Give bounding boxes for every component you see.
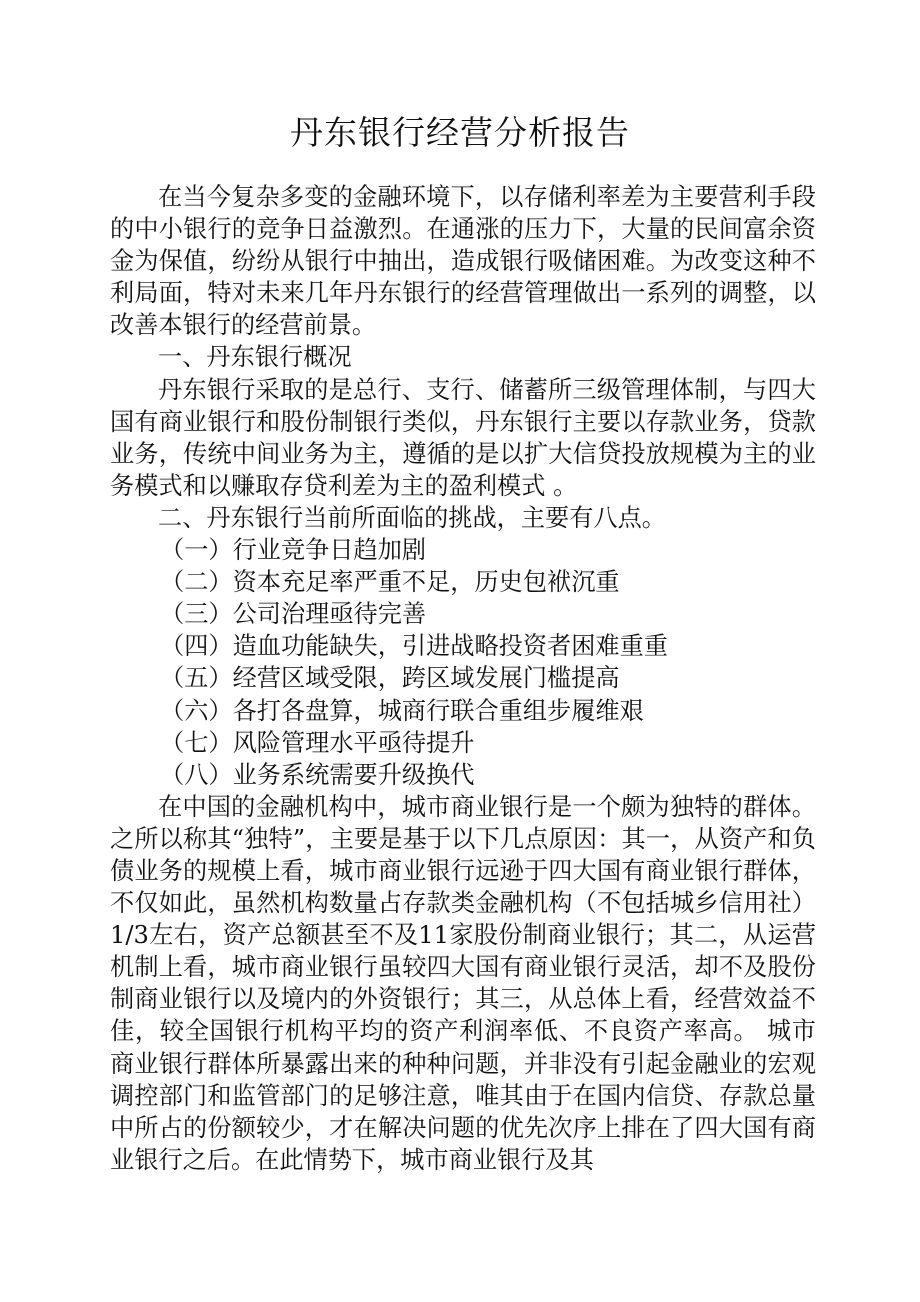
- challenge-item: （四）造血功能缺失，引进战略投资者困难重重: [160, 632, 668, 661]
- document-body: [110, 181, 816, 1176]
- challenge-item: （五）经营区域受限，跨区域发展门槛提高: [160, 664, 620, 693]
- section-2-heading: 二、丹东银行当前所面临的挑战，主要有八点。: [158, 503, 666, 532]
- section-1-heading: 一、丹东银行概况: [158, 343, 352, 372]
- closing-paragraph: 在中国的金融机构中，城市商业银行是一个颇为独特的群体。之所以称其“独特”，主要是基于以下几点原因：其一，从资产和负债业务的规模上看，城市商业银行远逊于四大国有商业银行群体，不仅如此，虽然机构数量占存款类金融机构（不包括城乡信用社）1/3左右，资产总额甚至不及11家股份制商业银行；其二，从运营机制上看，城市商业银行虽较四大国有商业银行灵活，却不及股份制商业银行以及境内的外资银行；其三，从总体上看，经营效益不佳，较全国银行机构平均的资产利润率低、不良资产率高。 城市商业银行群体所暴露出来的种种问题，并非没有引起金融业的宏观调控部门和监管部门的足够注意，唯其由于在国内信贷、存款总量中所占的份额较少，才在解决问题的优先次序上排在了四大国有商业银行之后。在此情势下，城市商业银行及其: [110, 792, 816, 1174]
- intro-paragraph: 在当今复杂多变的金融环境下，以存储利率差为主要营利手段的中小银行的竞争日益激烈。在通涨的压力下，大量的民间富余资金为保值，纷纷从银行中抽出，造成银行吸储困难。为改变这种不利局面，特对未来几年丹东银行的经营管理做出一系列的调整，以改善本银行的经营前景。: [110, 183, 816, 340]
- challenge-item: （七）风险管理水平亟待提升: [160, 728, 475, 757]
- challenge-item: （一）行业竞争日趋加剧: [160, 536, 427, 565]
- challenge-item: （三）公司治理亟待完善: [160, 600, 427, 629]
- challenge-item: （二）资本充足率严重不足，历史包袱沉重: [160, 568, 620, 597]
- section-1-paragraph: 丹东银行采取的是总行、支行、储蓄所三级管理体制，与四大国有商业银行和股份制银行类似，丹东银行主要以存款业务，贷款业务，传统中间业务为主，遵循的是以扩大信贷投放规模为主的业务模式和以赚取存贷利差为主的盈利模式 。: [110, 375, 816, 500]
- document-title: 丹东银行经营分析报告: [290, 113, 630, 152]
- challenge-item: （六）各打各盘算，城商行联合重组步履维艰: [160, 696, 644, 725]
- challenge-item: （八）业务系统需要升级换代: [160, 760, 475, 789]
